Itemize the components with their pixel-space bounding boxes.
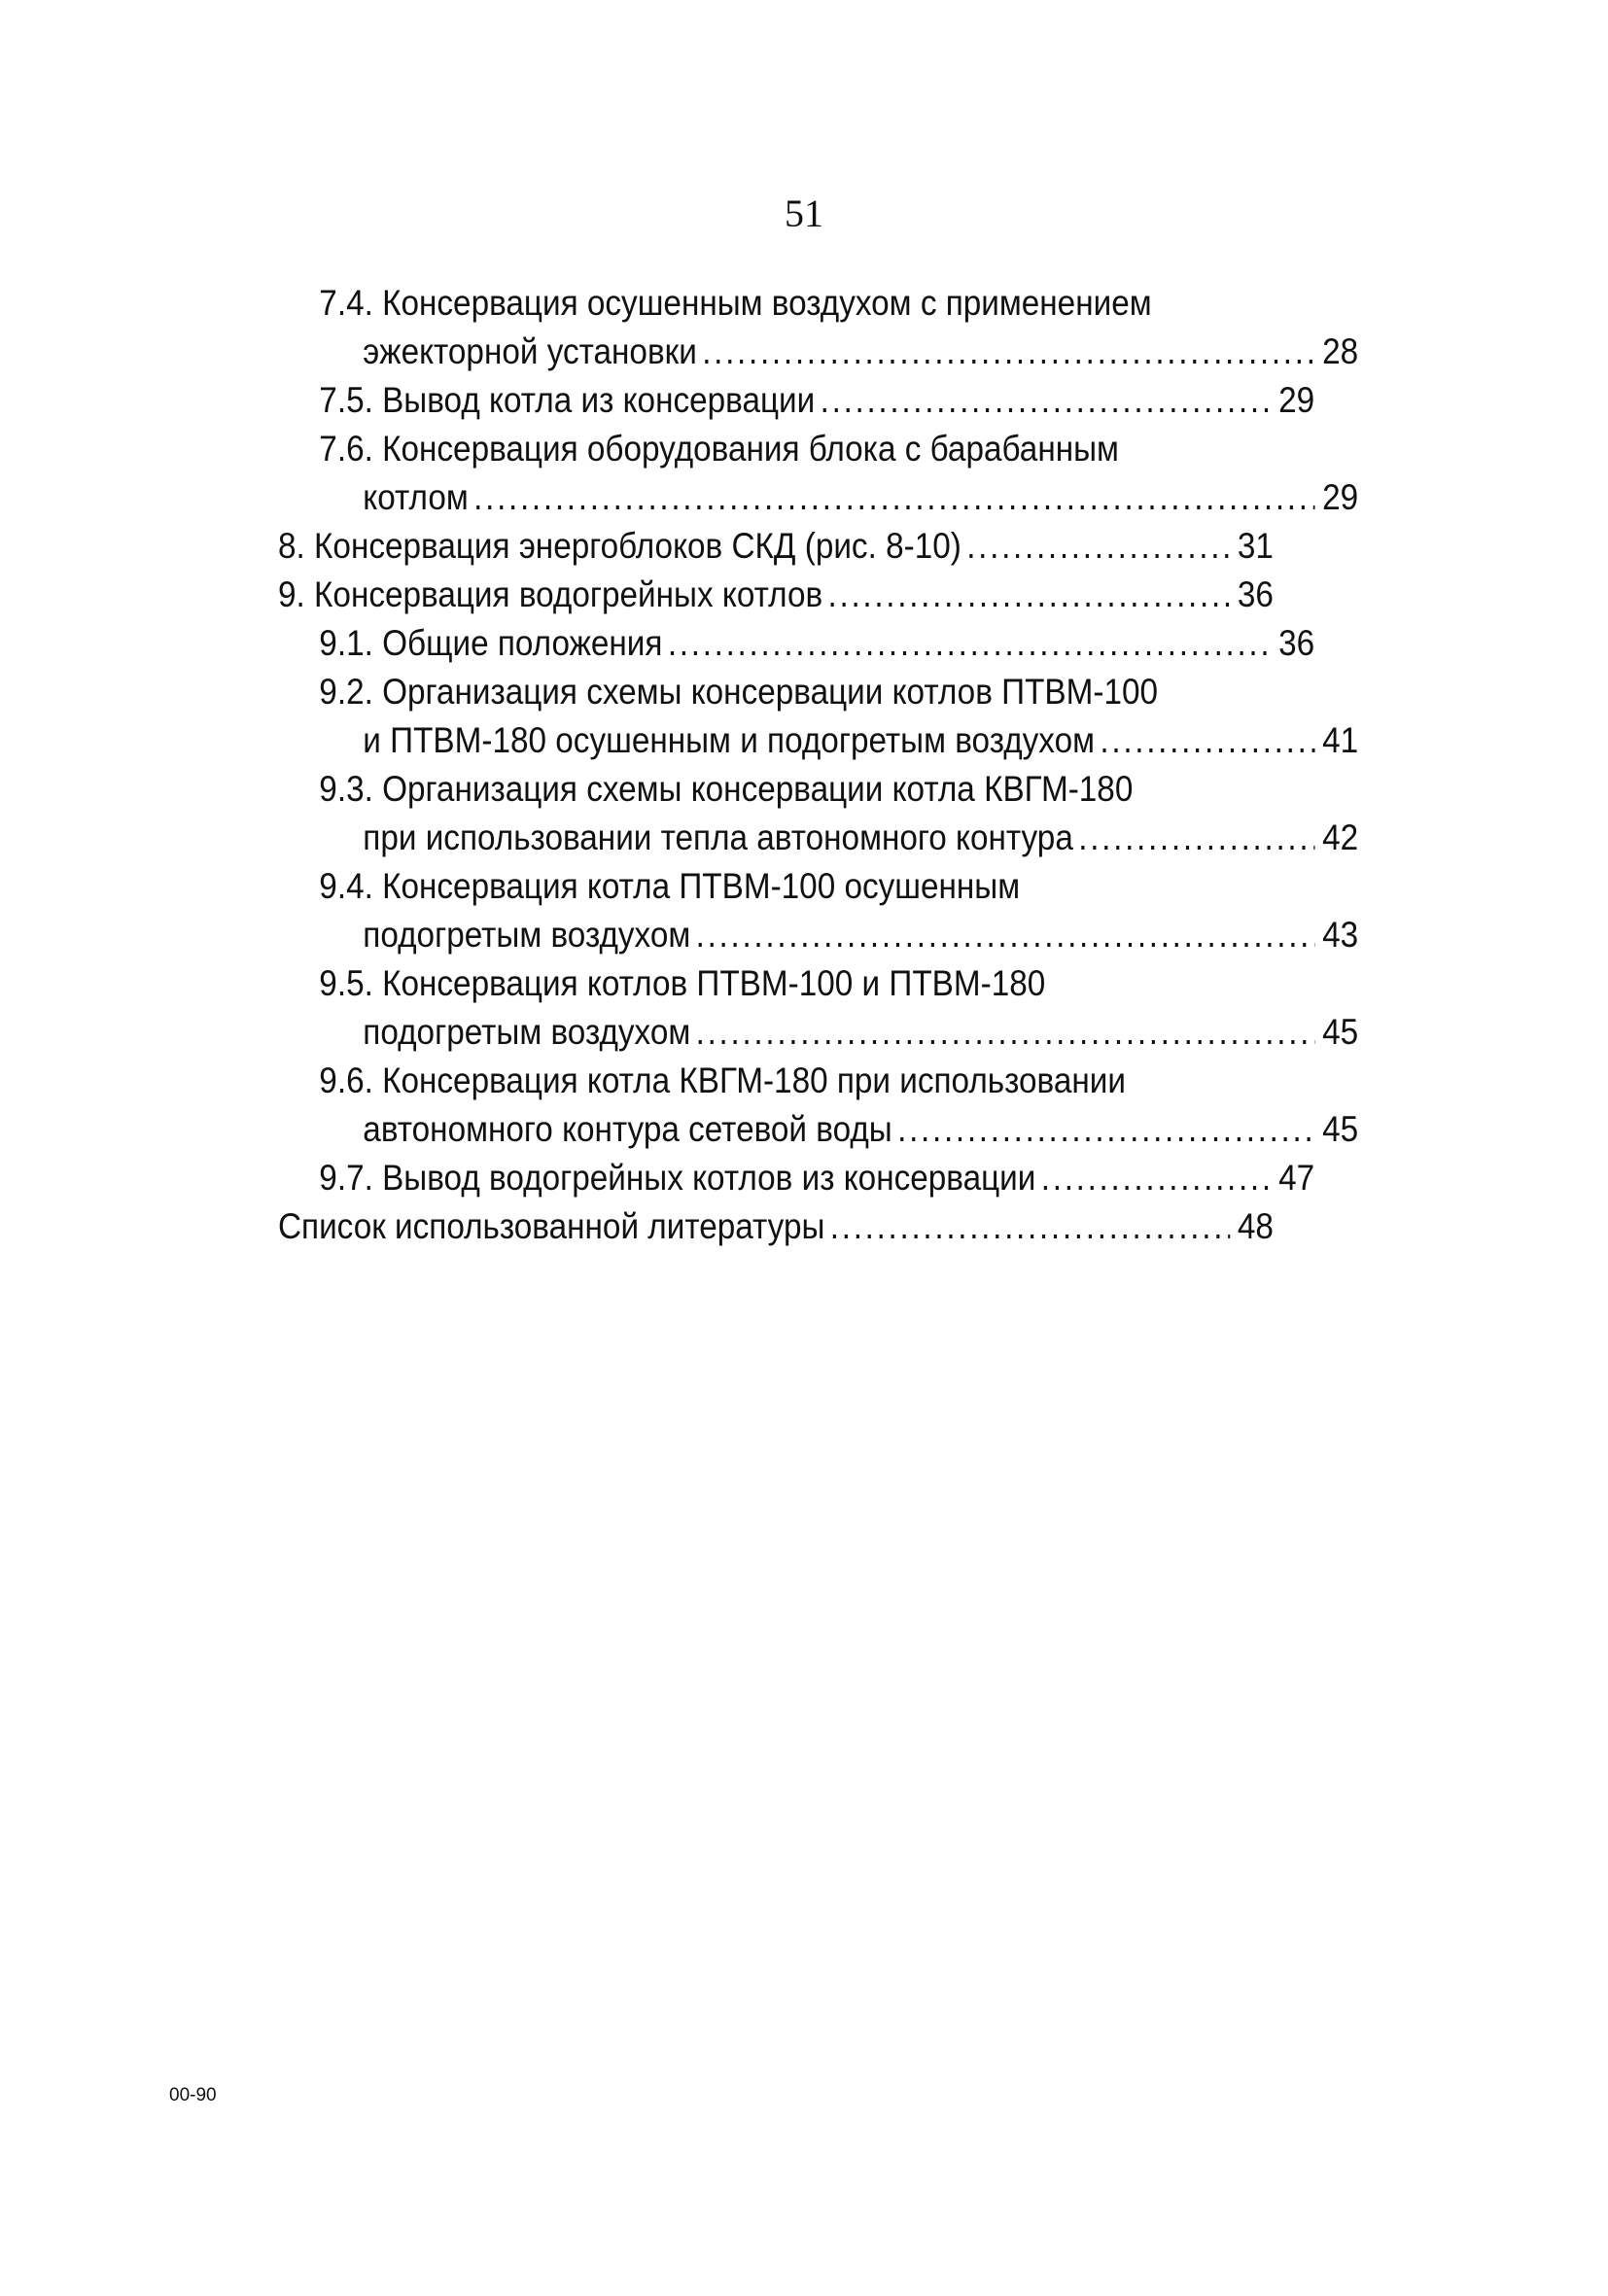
toc-entry: [278, 765, 1314, 814]
toc-entry: [278, 911, 1358, 959]
toc-entry-title: эжекторной установки: [363, 331, 697, 371]
table-of-contents: [278, 279, 1359, 1251]
toc-entry-title: и ПТВМ-180 осушенным и подогретым воздухом: [363, 720, 1096, 760]
toc-entry: [278, 668, 1314, 716]
toc-entry: [278, 814, 1358, 862]
toc-entry-title: 7.4. Консервация осушенным воздухом с применением: [319, 283, 1152, 323]
dot-leader: [897, 1105, 1314, 1154]
dot-leader: [702, 328, 1314, 376]
toc-entry: [278, 279, 1314, 328]
toc-entry-title: 9.1. Общие положения: [319, 623, 663, 663]
toc-entry-page: 29: [1322, 477, 1359, 517]
dot-leader: [828, 571, 1230, 619]
toc-entry: [278, 425, 1314, 473]
toc-entry-title: подогретым воздухом: [363, 1012, 691, 1052]
page-number: 51: [785, 191, 823, 235]
dot-leader: [696, 911, 1315, 959]
toc-entry-title: 9.3. Организация схемы консервации котла КВГМ-180: [319, 769, 1134, 809]
toc-entry-title: 9.4. Консервация котла ПТВМ-100 осушенным: [319, 866, 1021, 906]
toc-entry: [278, 328, 1358, 376]
toc-entry-title: при использовании тепла автономного контура: [363, 818, 1073, 857]
toc-entry-title: 9.2. Организация схемы консервации котлов ПТВМ-100: [319, 672, 1159, 712]
toc-entry: [278, 716, 1358, 765]
dot-leader: [668, 619, 1271, 668]
toc-entry-title: 9.5. Консервация котлов ПТВМ-100 и ПТВМ-180: [319, 963, 1046, 1003]
toc-entry: [278, 1008, 1358, 1057]
dot-leader: [966, 522, 1230, 571]
dot-leader: [1100, 716, 1314, 765]
dot-leader: [1041, 1154, 1271, 1202]
toc-entry: [278, 376, 1314, 425]
toc-entry-page: 36: [1237, 574, 1274, 614]
toc-entry-title: 7.6. Консервация оборудования блока с барабанным: [319, 429, 1119, 469]
dot-leader: [830, 1202, 1230, 1251]
toc-entry: [278, 1154, 1314, 1202]
toc-entry-page: 28: [1322, 331, 1359, 371]
toc-entry-page: 31: [1237, 526, 1274, 566]
toc-entry-page: 36: [1278, 623, 1315, 663]
toc-entry: [278, 1202, 1274, 1251]
dot-leader: [473, 473, 1314, 522]
toc-entry-page: 45: [1322, 1012, 1359, 1052]
footer-code: 00-90: [169, 2085, 217, 2105]
toc-entry: [278, 522, 1274, 571]
toc-entry-page: 41: [1322, 720, 1359, 760]
toc-entry-page: 48: [1237, 1206, 1274, 1246]
toc-entry-page: 29: [1278, 380, 1315, 420]
toc-entry-title: 9.7. Вывод водогрейных котлов из консервации: [319, 1158, 1036, 1198]
dot-leader: [696, 1008, 1315, 1057]
toc-entry-title: 9.6. Консервация котла КВГМ-180 при использовании: [319, 1061, 1126, 1100]
toc-entry-title: котлом: [363, 477, 469, 517]
toc-entry-page: 47: [1278, 1158, 1315, 1198]
toc-entry-title: подогретым воздухом: [363, 915, 691, 955]
toc-entry: [278, 571, 1274, 619]
toc-entry-title: автономного контура сетевой воды: [363, 1109, 892, 1149]
toc-entry-title: 8. Консервация энергоблоков СКД (рис. 8-10): [278, 526, 961, 566]
toc-entry-page: 45: [1322, 1109, 1359, 1149]
dot-leader: [821, 376, 1272, 425]
toc-entry: [278, 619, 1314, 668]
dot-leader: [1078, 814, 1314, 862]
toc-entry: [278, 473, 1358, 522]
toc-entry-title: 9. Консервация водогрейных котлов: [278, 574, 823, 614]
toc-entry-page: 42: [1322, 818, 1359, 857]
toc-entry-title: Список использованной литературы: [278, 1206, 825, 1246]
toc-entry-page: 43: [1322, 915, 1359, 955]
toc-entry: [278, 862, 1314, 911]
toc-entry: [278, 1057, 1314, 1105]
toc-entry-title: 7.5. Вывод котла из консервации: [319, 380, 816, 420]
toc-entry: [278, 959, 1314, 1008]
toc-entry: [278, 1105, 1358, 1154]
